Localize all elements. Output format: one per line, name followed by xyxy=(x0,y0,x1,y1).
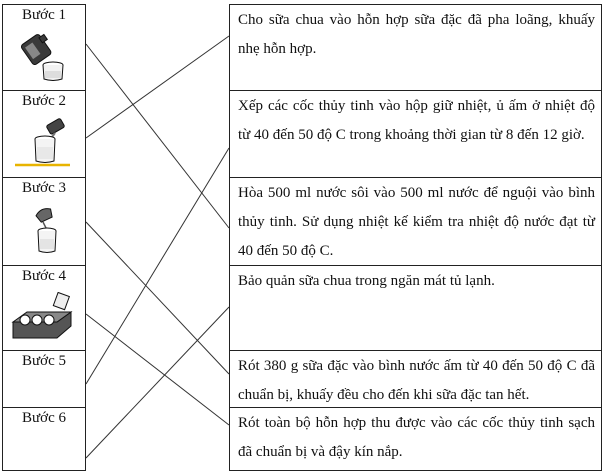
description-box-1[interactable] xyxy=(229,4,602,91)
insulated-box-cups-icon xyxy=(11,292,75,344)
description-text: Cho sữa chua vào hỗn hợp sữa đặc đã pha loãng, khuấy nhẹ hỗn hợp. xyxy=(238,12,595,57)
step-box-3[interactable] xyxy=(2,177,86,266)
step-label: Bước 5 xyxy=(22,353,66,369)
description-box-3[interactable] xyxy=(229,177,602,266)
step-label: Bước 2 xyxy=(22,93,66,109)
connector-line xyxy=(86,36,229,138)
spoon-pour-jar-icon xyxy=(15,117,75,169)
connector-line xyxy=(86,314,229,425)
step-label: Bước 4 xyxy=(22,268,66,284)
description-text: Xếp các cốc thủy tinh vào hộp giữ nhiệt, ủ ấm ở nhiệt độ từ 40 đến 50 độ C trong khoảng thời gian từ 8 đến 12 giờ. xyxy=(238,98,595,143)
step-box-6[interactable] xyxy=(2,407,86,471)
step-box-5[interactable] xyxy=(2,350,86,408)
step-label: Bước 6 xyxy=(22,410,66,426)
step-box-4[interactable] xyxy=(2,265,86,351)
kettle-pour-jar-icon xyxy=(15,204,75,256)
step-box-2[interactable] xyxy=(2,90,86,178)
description-text: Bảo quản sữa chua trong ngăn mát tủ lạnh. xyxy=(238,273,495,289)
connector-line xyxy=(86,148,229,384)
description-box-4[interactable] xyxy=(229,265,602,351)
description-text: Hòa 500 ml nước sôi vào 500 ml nước để nguội vào bình thủy tinh. Sử dụng nhiệt kế kiểm tra nhiệt độ nước đạt từ 40 đến 50 độ C. xyxy=(238,185,595,259)
connector-line xyxy=(86,307,229,458)
description-box-5[interactable] xyxy=(229,350,602,408)
step-label: Bước 1 xyxy=(22,7,66,23)
description-text: Rót toàn bộ hỗn hợp thu được vào các cốc thủy tinh sạch đã chuẩn bị và đậy kín nắp. xyxy=(238,415,595,460)
description-text: Rót 380 g sữa đặc vào bình nước ấm từ 40 đến 50 độ C đã chuẩn bị, khuấy đều cho đến khi sữa đặc tan hết. xyxy=(238,358,595,403)
description-box-2[interactable] xyxy=(229,90,602,178)
step-box-1[interactable] xyxy=(2,4,86,91)
description-box-6[interactable] xyxy=(229,407,602,471)
connector-line xyxy=(86,44,229,228)
milk-can-pour-icon xyxy=(15,31,75,81)
connector-line xyxy=(86,222,229,374)
step-label: Bước 3 xyxy=(22,180,66,196)
